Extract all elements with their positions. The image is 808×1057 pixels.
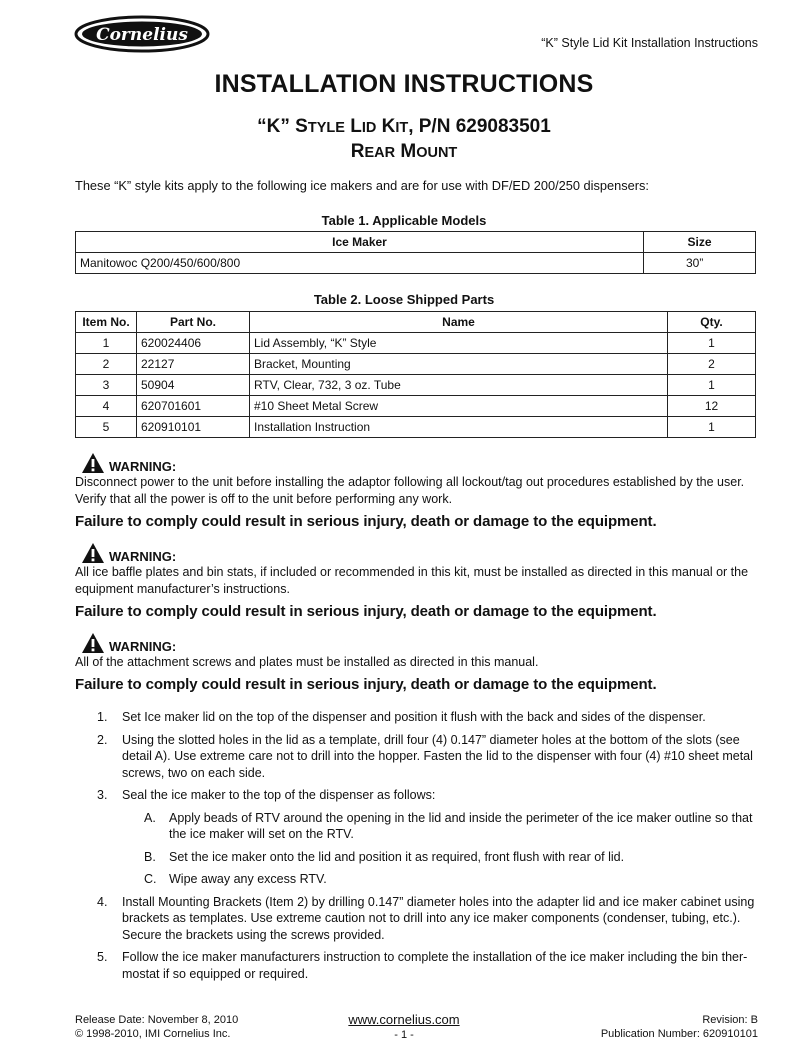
table-row (76, 354, 756, 375)
substep-letter: A. (144, 810, 156, 825)
kit-title-part: ID (361, 120, 377, 136)
kit-title-part: TYLE (307, 120, 345, 136)
cell-part-no: 50904 (137, 375, 250, 396)
kit-title-part: K (376, 116, 396, 137)
header-name: Name (250, 312, 668, 333)
mount-title (0, 141, 808, 163)
loose-parts-table (75, 311, 756, 438)
cell-name: Installation Instruction (250, 417, 668, 438)
substep-text: Set the ice maker onto the lid and position it as required, front flush with rear of lid. (169, 849, 625, 864)
step-text: Install Mounting Brackets (Item 2) by drilling 0.147” diameter holes into the adapter lid and ice maker cabinet using brackets as templates. Use extreme caution not to drill into any ice maker components (condenser, tubing, etc.). Secure the brackets using the screws provided. (122, 894, 755, 942)
warning-triangle-icon (81, 542, 105, 564)
cell-part-no: 620910101 (137, 417, 250, 438)
cell-qty: 12 (668, 396, 756, 417)
cell-qty: 2 (668, 354, 756, 375)
kit-title-part: “K” S (257, 116, 308, 137)
table-row (76, 396, 756, 417)
substep-item (122, 810, 765, 843)
table-header-row (76, 232, 756, 253)
release-date: Release Date: November 8, 2010 (75, 1014, 239, 1026)
intro-text: These “K” style kits apply to the following ice makers and are for use with DF/ED 200/250 dispensers: (75, 178, 649, 193)
cornelius-logo (73, 14, 211, 54)
kit-title-part: , P/N 629083501 (408, 116, 551, 137)
step-text: Using the slotted holes in the lid as a template, drill four (4) 0.147” diameter holes at the bottom of the slots (see detail A). Use extreme care not to drill into the hopper. Fasten the lid to the dispenser with four (4) #10 sheet metal screws, two on each side. (122, 732, 753, 780)
kit-title (0, 116, 808, 138)
cell-item-no: 3 (76, 375, 137, 396)
footer-right (601, 1013, 758, 1041)
step-number: 3. (97, 788, 108, 802)
cell-part-no: 620024406 (137, 333, 250, 354)
mount-title-part: OUNT (416, 145, 458, 161)
warning-consequence: Failure to comply could result in serious injury, death or damage to the equipment. (75, 513, 657, 530)
step-text: Set Ice maker lid on the top of the dispenser and position it flush with the back and sides of the dispenser. (122, 710, 706, 724)
step-number: 2. (97, 732, 108, 747)
header-title: “K” Style Lid Kit Installation Instructions (541, 36, 758, 50)
cell-item-no: 4 (76, 396, 137, 417)
table-row (76, 253, 756, 274)
website-link[interactable]: www.cornelius.com (348, 1012, 460, 1027)
cell-qty: 1 (668, 417, 756, 438)
step-item (75, 709, 765, 726)
substep-text: Apply beads of RTV around the opening in the lid and inside the perimeter of the ice maker outline so that the ice maker will set on the RTV. (169, 810, 753, 841)
page-number: - 1 - (394, 1029, 414, 1041)
header-size: Size (644, 232, 756, 253)
cell-name: Bracket, Mounting (250, 354, 668, 375)
cell-part-no: 22127 (137, 354, 250, 375)
step-item (75, 787, 765, 888)
warning-label: WARNING: (109, 639, 177, 654)
kit-title-part: IT (395, 120, 409, 136)
cell-item-no: 1 (76, 333, 137, 354)
mount-title-part: R (350, 141, 365, 162)
warning-text: Disconnect power to the unit before installing the adaptor following all lockout/tag out procedures established by the user. Verify that all the power is off to the unit before performing any work. (75, 475, 745, 506)
table1-caption: Table 1. Applicable Models (321, 213, 487, 228)
step-number: 5. (97, 950, 108, 964)
mount-title-part: M (395, 141, 417, 162)
step-number: 4. (97, 894, 108, 909)
table2-caption: Table 2. Loose Shipped Parts (313, 292, 495, 307)
warning-block (75, 632, 765, 693)
step-item (75, 894, 765, 944)
warning-block (75, 452, 765, 530)
table-header-row (76, 312, 756, 333)
mount-title-part: EAR (364, 145, 396, 161)
step-item (75, 949, 765, 982)
cell-name: Lid Assembly, “K” Style (250, 333, 668, 354)
cell-qty: 1 (668, 333, 756, 354)
main-title: INSTALLATION INSTRUCTIONS (214, 70, 594, 98)
warning-triangle-icon (81, 452, 105, 474)
publication-number: Publication Number: 620910101 (600, 1028, 758, 1040)
cell-ice-maker: Manitowoc Q200/450/600/800 (76, 253, 644, 274)
step-text: Follow the ice maker manufacturers instruction to complete the installation of the ice maker including the bin ther-mostat if so equipped or required. (122, 950, 748, 981)
substep-item (122, 849, 765, 866)
kit-title-part: L (344, 116, 362, 137)
logo-text: Cornelius (96, 25, 188, 45)
warning-text: All ice baffle plates and bin stats, if included or recommended in this kit, must be installed as directed in this manual or the equipment manufacturer’s instructions. (75, 565, 749, 596)
substep-item (122, 871, 765, 888)
substep-letter: B. (144, 849, 156, 864)
step-text: Seal the ice maker to the top of the dispenser as follows: (122, 788, 436, 802)
warning-triangle-icon (81, 632, 105, 654)
step-number: 1. (97, 710, 108, 724)
warning-block (75, 542, 765, 620)
warning-label: WARNING: (109, 459, 177, 474)
warning-consequence: Failure to comply could result in serious injury, death or damage to the equipment. (75, 603, 657, 620)
warning-consequence: Failure to comply could result in serious injury, death or damage to the equipment. (75, 676, 657, 693)
header-qty: Qty. (668, 312, 756, 333)
header-part-no: Part No. (137, 312, 250, 333)
cell-part-no: 620701601 (137, 396, 250, 417)
cell-item-no: 2 (76, 354, 137, 375)
cell-name: RTV, Clear, 732, 3 oz. Tube (250, 375, 668, 396)
cell-size: 30” (644, 253, 756, 274)
cell-name: #10 Sheet Metal Screw (250, 396, 668, 417)
cell-qty: 1 (668, 375, 756, 396)
step-item (75, 732, 765, 782)
substep-text: Wipe away any excess RTV. (169, 872, 327, 886)
table-row (76, 333, 756, 354)
table-row (76, 375, 756, 396)
installation-steps (75, 709, 765, 988)
applicable-models-table (75, 231, 756, 274)
substep-letter: C. (144, 872, 157, 886)
header-item-no: Item No. (76, 312, 137, 333)
revision: Revision: B (702, 1014, 758, 1026)
cell-item-no: 5 (76, 417, 137, 438)
copyright: © 1998-2010, IMI Cornelius Inc. (75, 1028, 231, 1040)
warning-label: WARNING: (109, 549, 177, 564)
table-row (76, 417, 756, 438)
warning-text: All of the attachment screws and plates must be installed as directed in this manual. (75, 655, 539, 669)
header-ice-maker: Ice Maker (76, 232, 644, 253)
